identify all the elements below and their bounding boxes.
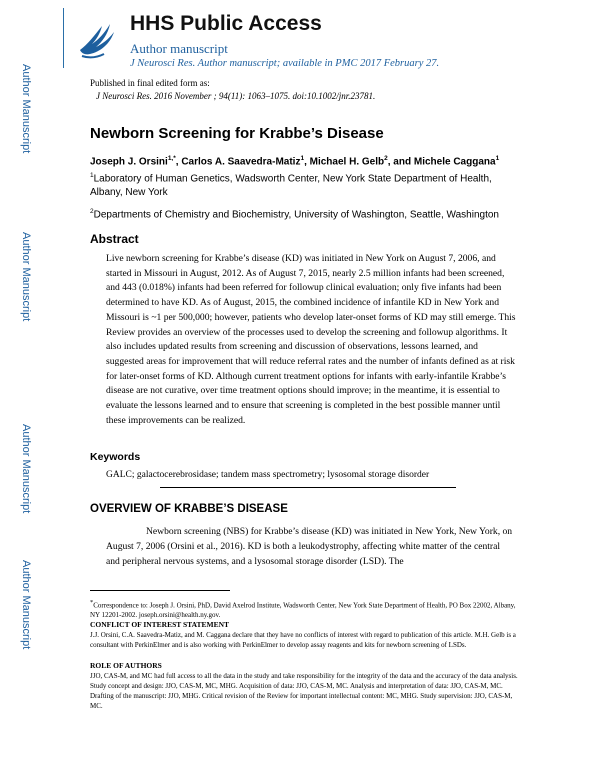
author-list: Joseph J. Orsini$^{1,*}$, Carlos A. Saavedra-Matiz$^1$, Michael H. Gelb$^2$, and Michele Caggana$^1$ bbox=[90, 155, 500, 168]
affiliation-marker: 2 bbox=[90, 208, 94, 215]
published-citation: J Neurosci Res. 2016 November ; 94(11): 1063–1075. doi:10.1002/jnr.23781. bbox=[96, 91, 376, 101]
correspondence-footnote bbox=[90, 598, 520, 620]
header-citation: J Neurosci Res. Author manuscript; available in PMC 2017 February 27. bbox=[130, 58, 440, 69]
hhs-eagle-logo-icon bbox=[72, 14, 122, 64]
section-divider bbox=[160, 487, 456, 488]
conflict-text: J.J. Orsini, C.A. Saavedra-Matiz, and M. Caggana declare that they have no conflicts of interest with regard to publication of this article. M.H. Gelb is a consultant with PerkinElmer and is also working with PerkinElmer to develop assay reagents and kits for newborn screening of LSDs. bbox=[90, 631, 516, 649]
affiliation-text: Laboratory of Human Genetics, Wadsworth Center, New York State Department of Health, Albany, New York bbox=[90, 173, 492, 199]
keywords-text: GALC; galactocerebrosidase; tandem mass spectrometry; lysosomal storage disorder bbox=[106, 470, 430, 480]
author-affiliation-marker: 1 bbox=[495, 155, 500, 162]
affiliation-marker: 1 bbox=[90, 172, 94, 179]
author-manuscript-sidebar-label: Author Manuscript bbox=[20, 232, 32, 322]
author-name: Michael H. Gelb bbox=[309, 156, 385, 168]
keywords-heading: Keywords bbox=[90, 451, 141, 463]
affiliation-text: Departments of Chemistry and Biochemistry, University of Washington, Seattle, Washington bbox=[93, 209, 499, 221]
author-manuscript-sidebar-label: Author Manuscript bbox=[20, 424, 32, 514]
conflict-heading: CONFLICT OF INTEREST STATEMENT bbox=[90, 620, 229, 629]
roles-heading: ROLE OF AUTHORS bbox=[90, 661, 162, 670]
header-subtitle: Author manuscript bbox=[130, 41, 228, 56]
author-name: Carlos A. Saavedra-Matiz bbox=[181, 156, 301, 168]
roles-text: JJO, CAS-M, and MC had full access to all the data in the study and take responsibility for the integrity of the data and the accuracy of the data analysis. Study concept and design: JJO, CAS-M, MC, MHG. Acquisition of data: JJO, CAS-M, MC. Analysis and interpretation of data: JJO, CAS-M, MC. Drafting of the manuscript: JJO, MHG. Critical revision of the Review for important intellectual content: MC, MHG. Study supervision: JJO, CAS-M, MC. bbox=[90, 672, 518, 710]
author-affiliation-marker: 1 bbox=[300, 155, 305, 162]
overview-heading: OVERVIEW OF KRABBE’S DISEASE bbox=[90, 503, 288, 515]
author-name: Michele Caggana bbox=[413, 156, 496, 168]
author-affiliation-marker: 2 bbox=[384, 155, 388, 162]
article-title: Newborn Screening for Krabbe’s Disease bbox=[90, 125, 384, 142]
author-manuscript-sidebar-label: Author Manuscript bbox=[20, 560, 32, 650]
affiliation-1 bbox=[90, 169, 510, 200]
footnote-divider bbox=[90, 590, 230, 591]
footnote-marker: * bbox=[90, 599, 94, 606]
affiliation-2 bbox=[90, 205, 510, 222]
author-manuscript-sidebar-label: Author Manuscript bbox=[20, 64, 32, 154]
header-divider bbox=[63, 8, 64, 68]
abstract-text: Live newborn screening for Krabbe’s disease (KD) was initiated in New York on August 7, 2006, and started in Missouri in August, 2012. As of August 7, 2015, nearly 2.5 million infants had been screened, and 443 (0.018%) infants had been referred for followup clinical evaluation; only five infants had been determined to have KD. As of August, 2015, the combined incidence of infantile KD in New York and Missouri is ~1 per 500,000; however, patients who develop later-onset forms of KD may still emerge. This Review provides an overview of the processes used to develop the screening and followup algorithms. It also includes updated results from screening and discussion of observations, lessons learned, and suggested areas for improvement that will reduce referral rates and the number of infants defined as at risk for later-onset forms of KD. Although current treatment options for infants with early-infantile Krabbe’s disease are not curative, over time treatment options should improve; in the meantime, it is essential to evaluate the lessons learned and to ensure that screening is completed in the best possible manner until these improvements can be realized. bbox=[106, 253, 516, 426]
author-affiliation-marker: 1,* bbox=[167, 155, 176, 162]
published-line: Published in final edited form as: bbox=[90, 78, 210, 88]
author-name: Joseph J. Orsini bbox=[90, 156, 168, 168]
correspondence-text: Correspondence to: Joseph J. Orsini, PhD, David Axelrod Institute, Wadsworth Center, New York State Department of Health, PO Box 22002, Albany, NY 12201-2002. joseph.orsini@health.ny.gov. bbox=[90, 601, 516, 620]
abstract-heading: Abstract bbox=[90, 232, 139, 246]
header-title: HHS Public Access bbox=[130, 12, 322, 35]
overview-text: Newborn screening (NBS) for Krabbe’s disease (KD) was initiated in New York, New York, on August 7, 2006 (Orsini et al., 2016). KD is both a leukodystrophy, affecting white matter of the central and peripheral nervous systems, and a lysosomal storage disorder (LSD). The bbox=[106, 526, 513, 567]
